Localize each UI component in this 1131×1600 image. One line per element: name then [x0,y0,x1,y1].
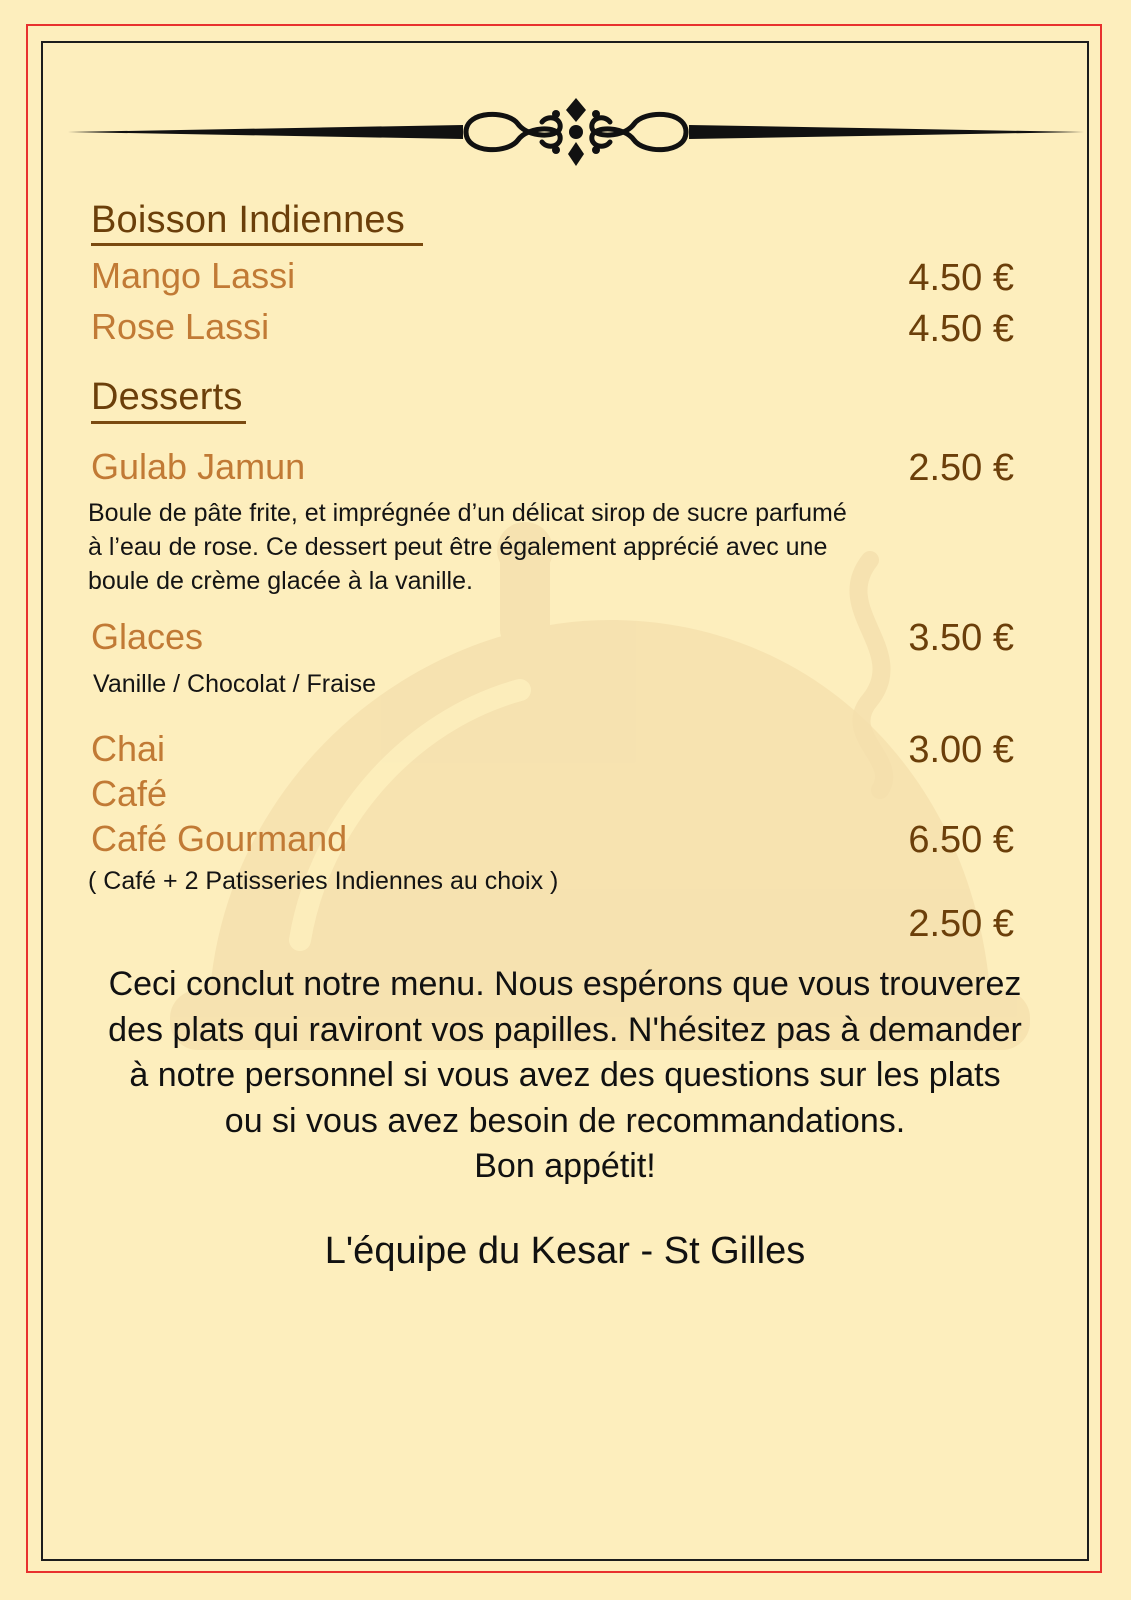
menu-item-price: 3.50 € [908,617,1014,659]
menu-item-description [88,496,847,598]
closing-line: à notre personnel si vous avez des questions sur les plats [129,1056,1001,1094]
closing-message [41,962,1089,1190]
section-title-underline [91,421,246,424]
menu-item-price: 4.50 € [908,257,1014,299]
description-line: boule de crème glacée à la vanille. [88,567,473,595]
menu-item-price: 3.00 € [908,729,1014,771]
menu-item-description: ( Café + 2 Patisseries Indiennes au choix ) [88,867,559,895]
menu-item-price: 2.50 € [908,447,1014,489]
menu-item-name: Chai [91,728,166,769]
menu-item-name: Café Gourmand [91,818,348,859]
menu-item-description: Vanille / Chocolat / Fraise [93,670,376,698]
menu-item-name: Mango Lassi [91,255,296,296]
menu-item-name: Gulab Jamun [91,446,306,487]
description-line: à l’eau de rose. Ce dessert peut être également apprécié avec une [88,533,828,561]
menu-item-price: 4.50 € [908,308,1014,350]
menu-item-price: 6.50 € [908,819,1014,861]
menu-item-name: Rose Lassi [91,306,270,347]
section-title-desserts: Desserts [91,376,243,418]
closing-line: Ceci conclut notre menu. Nous espérons que vous trouverez [108,965,1022,1003]
closing-line: des plats qui raviront vos papilles. N'hésitez pas à demander [108,1010,1022,1049]
section-title-underline [91,243,423,246]
closing-line: ou si vous avez besoin de recommandations. [224,1101,906,1140]
menu-item-name: Café [91,773,168,814]
section-title-drinks: Boisson Indiennes [91,199,405,241]
flourish-divider-icon [68,92,1084,172]
closing-line: Bon appétit! [474,1147,656,1185]
description-line: Boule de pâte frite, et imprégnée d’un délicat sirop de sucre parfumé [88,499,847,527]
menu-item-name: Glaces [91,616,204,657]
menu-item-price: 2.50 € [908,903,1014,945]
signature: L'équipe du Kesar - St Gilles [324,1230,806,1272]
